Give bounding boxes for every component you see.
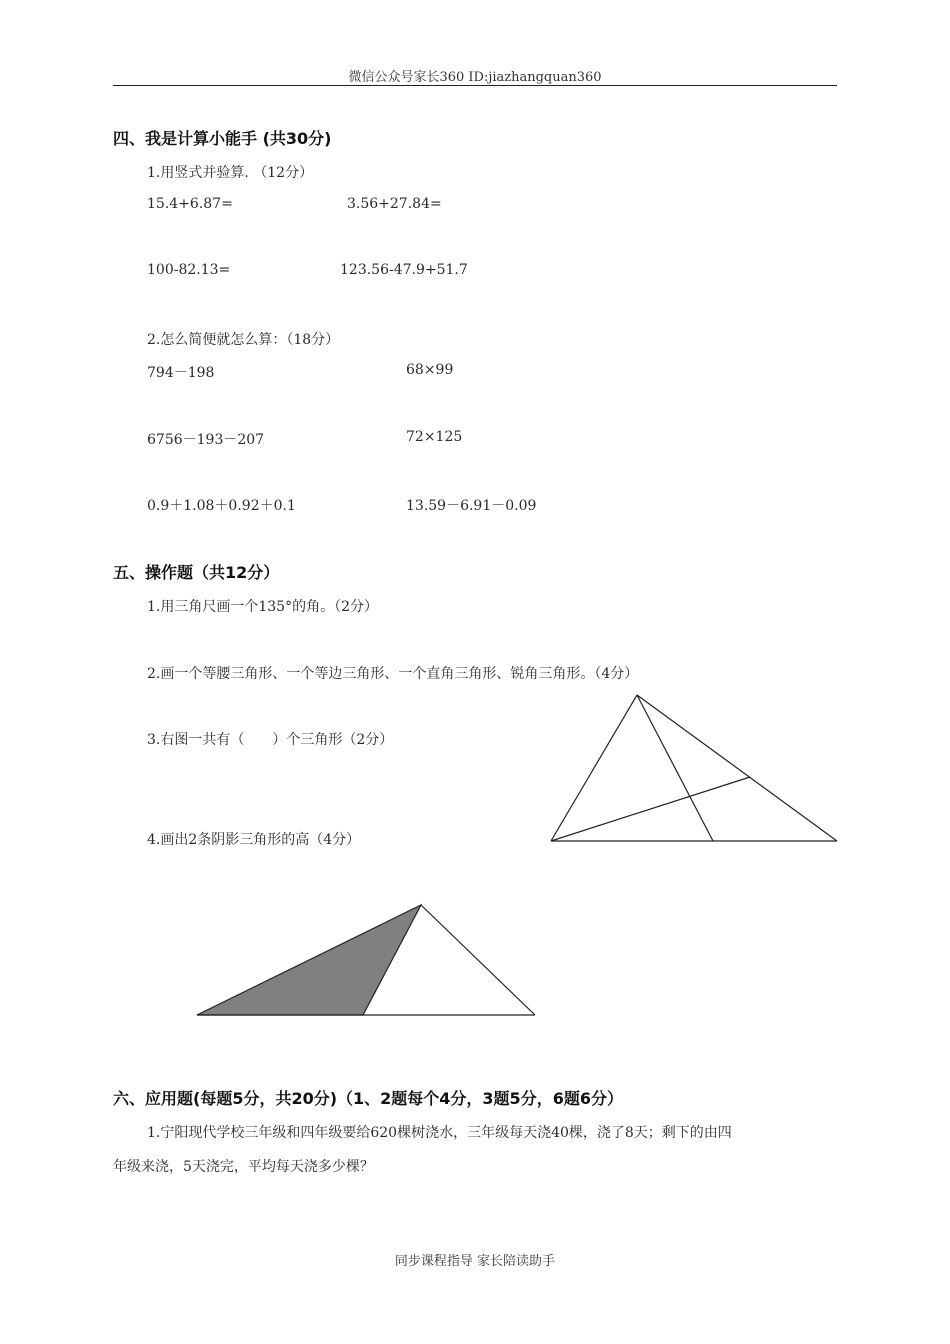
s5-q1: 1.用三角尺画一个135°的角。（2分） (147, 599, 378, 615)
s6-q1-line1: 1.宁阳现代学校三年级和四年级要给620棵树浇水，三年级每天浇40棵，浇了8天；剩下的由四 (147, 1125, 732, 1141)
section-6-title: 六、应用题(每题5分，共20分)（1、2题每个4分，3题5分，6题6分） (113, 1089, 623, 1108)
s5-q3: 3.右图一共有（ ）个三角形（2分） (147, 732, 394, 748)
s4-q1-item-4: 123.56-47.9+51.7 (340, 262, 468, 278)
s6-q1-line2: 年级来浇，5天浇完，平均每天浇多少棵？ (113, 1159, 374, 1175)
page-footer: 同步课程指导 家长陪读助手 (394, 1254, 556, 1269)
s4-q2-item-4: 72×125 (406, 429, 463, 445)
section-5-title: 五、操作题（共12分） (113, 563, 280, 582)
s5-q4: 4.画出2条阴影三角形的高（4分） (147, 832, 361, 848)
s4-q1-item-2: 3.56+27.84= (347, 196, 442, 212)
s4-q2-title: 2.怎么简便就怎么算：（18分） (147, 332, 340, 348)
s4-q2-item-3: 6756－193－207 (147, 432, 265, 448)
section-4-title: 四、我是计算小能手 (共30分) (113, 129, 332, 148)
fig2-right-side (421, 905, 535, 1015)
s4-q1-item-1: 15.4+6.87= (147, 196, 233, 212)
s4-q2-item-1: 794－198 (147, 365, 215, 381)
s4-q1-title: 1.用竖式并验算. （12分） (147, 165, 314, 181)
s5-q2: 2.画一个等腰三角形、一个等边三角形、一个直角三角形、锐角三角形。（4分） (147, 666, 639, 682)
s4-q2-item-6: 13.59－6.91－0.09 (406, 498, 537, 514)
s4-q2-item-5: 0.9＋1.08＋0.92＋0.1 (147, 498, 296, 514)
s4-q1-item-3: 100-82.13= (147, 262, 231, 278)
s4-q2-item-2: 68×99 (406, 362, 454, 378)
shaded-triangle (197, 905, 421, 1015)
page-header: 微信公众号家长360 ID:jiazhangquan360 (348, 70, 602, 85)
